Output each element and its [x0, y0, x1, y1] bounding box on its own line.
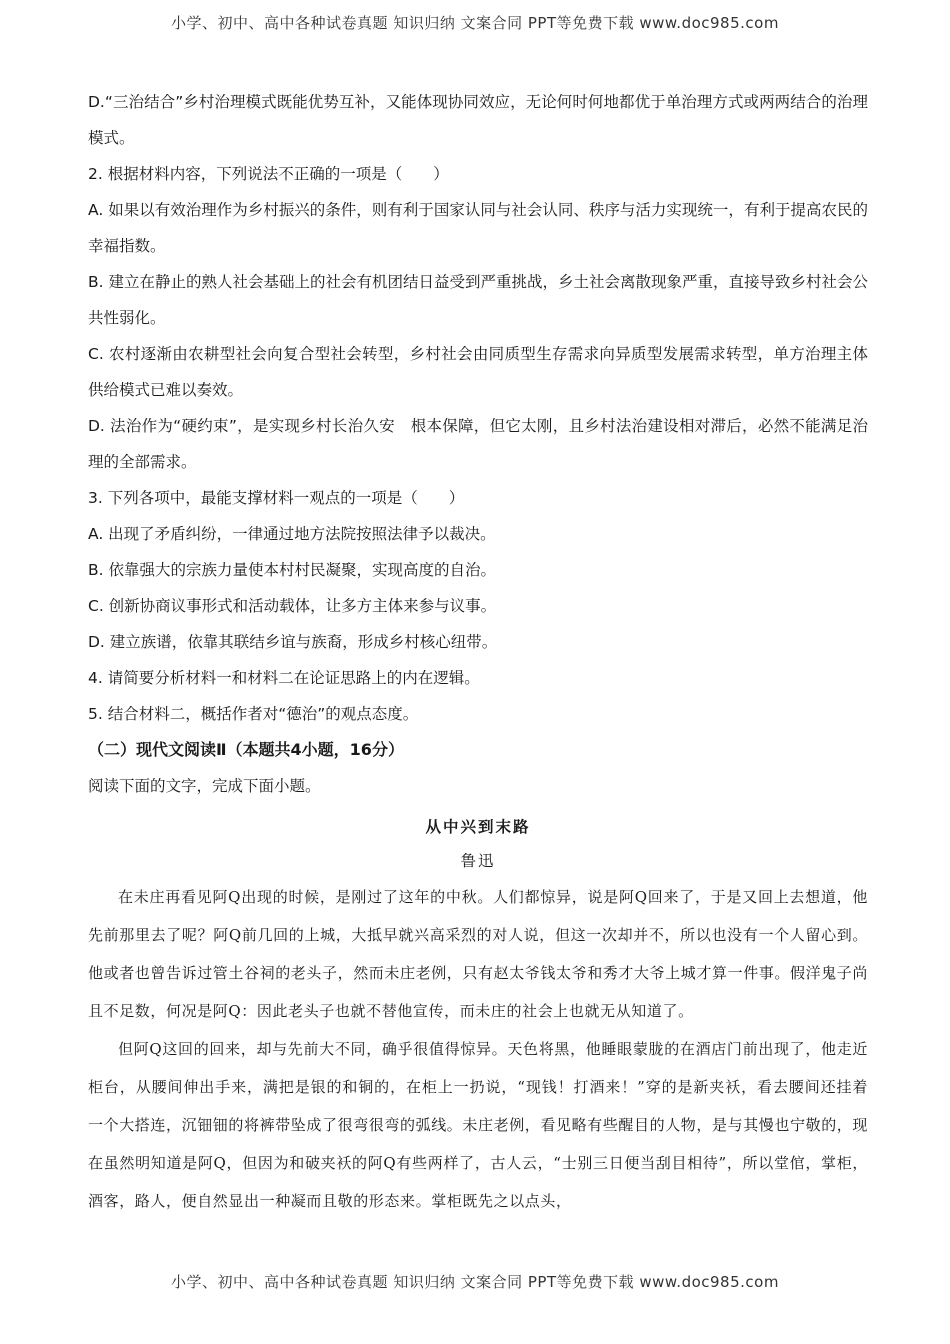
- page-header: 小学、初中、高中各种试卷真题 知识归纳 文案合同 PPT等免费下载 www.doc985.com: [171, 14, 779, 32]
- option-3c: C. 创新协商议事形式和活动载体，让多方主体来参与议事。: [88, 597, 497, 615]
- article-title: 从中兴到末路: [425, 817, 531, 836]
- article-paragraph: 在未庄再看见阿Q出现的时候，是刚过了这年的中秋。人们都惊异，说是阿Q回来了，于是又回上去想道，他先前那里去了呢？阿Q前几回的上城，大抵早就兴高采烈的对人说，但这一次却并不，所以也没有一个人留心到。他或者也曾告诉过管土谷祠的老头子，然而未庄老例，只有赵太爷钱太爷和秀才大爷上城才算一件事。假洋鬼子尚且不足数，何况是阿Q：因此老头子也就不替他宣传，而未庄的社会上也就无从知道了。: [88, 888, 869, 1020]
- option-2a: A. 如果以有效治理作为乡村振兴的条件，则有利于国家认同与社会认同、秩序与活力实现统一，有利于提高农民的幸福指数。: [88, 201, 868, 255]
- option-3b: B. 依靠强大的宗族力量使本村村民凝聚，实现高度的自治。: [88, 561, 496, 579]
- article-paragraph: 但阿Q这回的回来，却与先前大不同，确乎很值得惊异。天色将黑，他睡眼蒙胧的在酒店门前出现了，他走近柜台，从腰间伸出手来，满把是银的和铜的，在柜上一扔说，“现钱！打酒来！”穿的是新夹袄，看去腰间还挂着一个大搭连，沉钿钿的将裤带坠成了很弯很弯的弧线。未庄老例，看见略有些醒目的人物，是与其慢也宁敬的，现在虽然明知道是阿Q，但因为和破夹袄的阿Q有些两样了，古人云，“士别三日便当刮目相待”，所以堂倌，掌柜，酒客，路人，便自然显出一种凝而且敬的形态来。掌柜既先之以点头，: [88, 1040, 869, 1210]
- question-2: 2. 根据材料内容，下列说法不正确的一项是（ ）: [88, 165, 449, 183]
- question-5: 5. 结合材料二，概括作者对“德治”的观点态度。: [88, 705, 419, 723]
- reading-instruction: 阅读下面的文字，完成下面小题。: [88, 777, 321, 795]
- article-author: 鲁迅: [460, 852, 496, 870]
- page-content: [88, 84, 868, 1220]
- option-2d: D. 法治作为“硬约束”，是实现乡村长治久安 根本保障，但它太刚，且乡村法治建设相对滞后，必然不能满足治理的全部需求。: [88, 417, 868, 471]
- option-3a: A. 出现了矛盾纠纷，一律通过地方法院按照法律予以裁决。: [88, 525, 496, 543]
- option-1d: D.“三治结合”乡村治理模式既能优势互补，又能体现协同效应，无论何时何地都优于单治理方式或两两结合的治理模式。: [88, 93, 868, 147]
- question-4: 4. 请简要分析材料一和材料二在论证思路上的内在逻辑。: [88, 669, 480, 687]
- section-heading: （二）现代文阅读Ⅱ（本题共4小题，16分）: [88, 740, 404, 759]
- option-2c: C. 农村逐渐由农耕型社会向复合型社会转型，乡村社会由同质型生存需求向异质型发展需求转型，单方治理主体供给模式已难以奏效。: [88, 345, 868, 399]
- option-2b: B. 建立在静止的熟人社会基础上的社会有机团结日益受到严重挑战，乡土社会离散现象严重，直接导致乡村社会公共性弱化。: [88, 273, 868, 327]
- page-footer: 小学、初中、高中各种试卷真题 知识归纳 文案合同 PPT等免费下载 www.doc985.com: [171, 1273, 779, 1291]
- option-3d: D. 建立族谱，依靠其联结乡谊与族裔，形成乡村核心纽带。: [88, 633, 498, 651]
- question-3: 3. 下列各项中，最能支撑材料一观点的一项是（ ）: [88, 489, 465, 507]
